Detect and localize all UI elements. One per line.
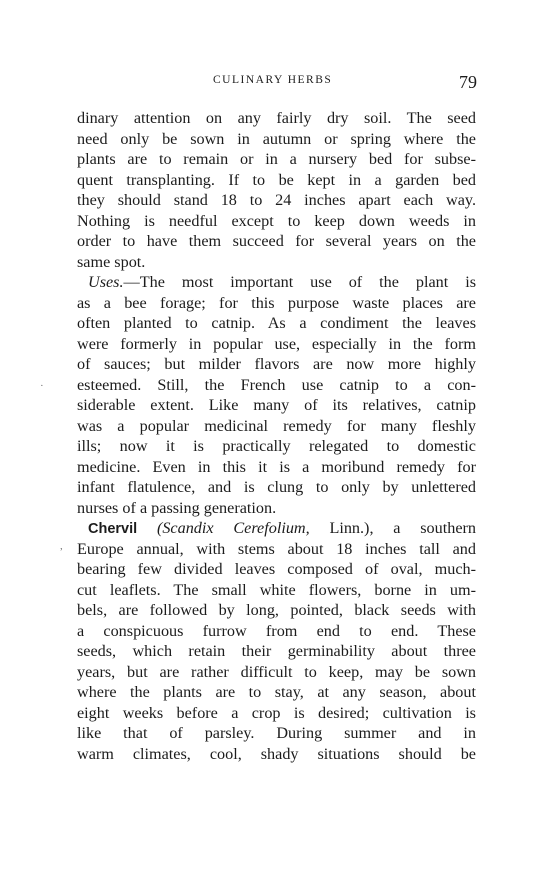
text-line: siderable extent. Like many of its relatives, catnip [77, 396, 476, 414]
paragraph-uses-start [77, 272, 476, 293]
text-line: need only be sown in autumn or spring where the [77, 129, 476, 148]
margin-speck: · [40, 380, 44, 392]
text-line: bels, are followed by long, pointed, black seeds with [77, 601, 476, 619]
chervil-botanical-name: (Scandix Cerefolium, [156, 519, 310, 537]
uses-heading: Uses. [88, 273, 124, 291]
text-line: nurses of a passing generation. [77, 498, 277, 517]
text-line: years, but are rather difficult to keep, may be sown [77, 662, 476, 681]
text-line: ills; now it is practically relegated to domestic [77, 437, 476, 455]
text-line: infant flatulence, and is clung to only by unlettered [77, 478, 476, 496]
text-line: dinary attention on any fairly dry soil. The seed [77, 109, 476, 127]
text-line: of sauces; but milder flavors are now more highly [77, 355, 476, 373]
text-line: a conspicuous furrow from end to end. These [77, 621, 476, 640]
text-line: they should stand 18 to 24 inches apart each way. [77, 191, 476, 209]
page-number: 79 [459, 72, 477, 92]
running-head-title: CULINARY HERBS [213, 74, 333, 86]
text-line: where the plants are to stay, at any season, about [77, 683, 476, 701]
text-line: order to have them succeed for several years on the [77, 232, 476, 250]
text-line: was a popular medicinal remedy for many fleshly [77, 416, 476, 435]
text-line: like that of parsley. During summer and in [77, 724, 476, 742]
text-line: as a bee forage; for this purpose waste places are [77, 293, 476, 312]
text-line: quent transplanting. If to be kept in a garden bed [77, 170, 476, 189]
text-run: Linn.), a southern [309, 519, 476, 537]
text-line: were formerly in popular use, especially in the form [77, 334, 476, 353]
text-line: Europe annual, with stems about 18 inches tall and [77, 539, 476, 558]
text-line: eight weeks before a crop is desired; cultivation is [77, 703, 476, 722]
text-line: medicine. Even in this it is a moribund remedy for [77, 457, 476, 476]
chervil-term: Chervil [88, 521, 138, 537]
text-run: —The most important use of the plant is [123, 273, 476, 291]
text-line: esteemed. Still, the French use catnip to a con- [77, 375, 476, 394]
text-line: bearing few divided leaves composed of oval, much- [77, 560, 476, 578]
paragraph-chervil-start [77, 518, 476, 539]
text-line: plants are to remain or in a nursery bed for subse- [77, 150, 476, 168]
text-line: Nothing is needful except to keep down weeds in [77, 211, 476, 230]
text-line: often planted to catnip. As a condiment the leaves [77, 314, 476, 332]
text-line: same spot. [77, 252, 146, 271]
text-line: cut leaflets. The small white flowers, borne in um- [77, 580, 476, 599]
text-line: warm climates, cool, shady situations should be [77, 744, 476, 763]
body-text [77, 108, 476, 764]
text-line: seeds, which retain their germinability about three [77, 642, 476, 660]
running-head [0, 72, 552, 94]
margin-speck: , [60, 540, 63, 552]
